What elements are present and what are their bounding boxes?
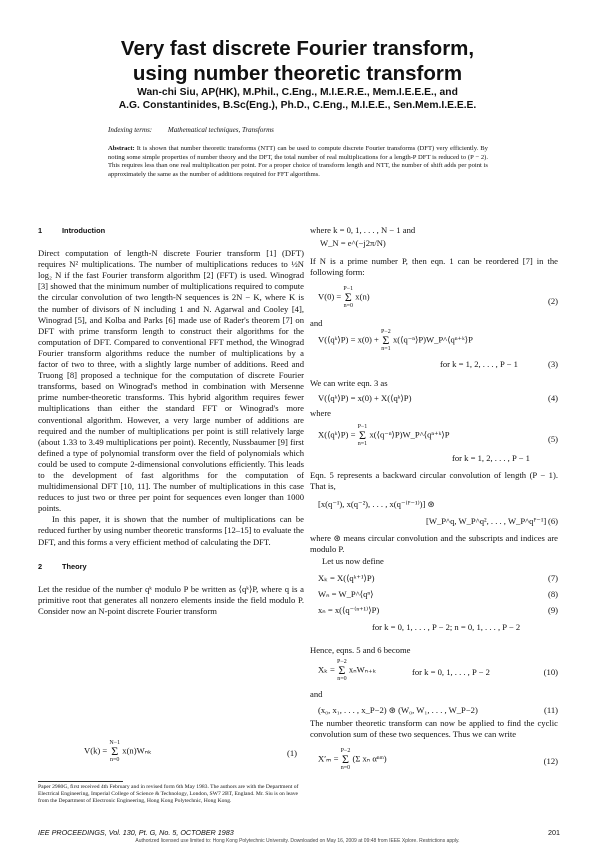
- theory-paragraph: Let the residue of the number qᵏ modulo P be written as ⟨qᵏ⟩P, where q is a primitive root that generates all nonzero elements inside the field modulo P. Consider now an N-point discrete Fourier transform: [38, 583, 304, 616]
- eq-lhs: V(k) =: [84, 745, 108, 756]
- text-line: Hence, eqns. 5 and 6 become: [310, 645, 411, 655]
- equation-number: (8): [547, 589, 558, 599]
- equation-condition: for k = 0, 1, . . . , P − 2: [412, 667, 490, 677]
- indexing-terms: [108, 126, 274, 134]
- equation-9: xₙ = x(⟨q⁻⁽ⁿ⁺¹⁾⟩P): [318, 605, 380, 615]
- eq-rhs: x(⟨q⁻ⁿ⟩P)W_P^⟨qⁿ⁺ᵏ⟩P: [392, 334, 473, 345]
- footnote: Paper 2980G, first received 4th February and in revised form 6th May 1983. The authors are with the Department of Electrical Engineering, Imperial College of Science & Technology, London, SW7 2BT, England. Mr. Siu is on leave from the Department of Electronic Engineering, Hong Kong Polytechnic, Hong Kong.: [38, 784, 299, 804]
- indexing-value: Mathematical techniques, Transforms: [167, 126, 274, 134]
- sum-symbol: P−1 Σ n=0: [343, 286, 354, 309]
- sum-lower: n=0: [340, 765, 351, 771]
- equation-number: (3): [547, 359, 558, 369]
- equation-condition: for k = 1, 2, . . . , P − 1: [440, 359, 518, 369]
- equation-2: [318, 286, 370, 309]
- text-line: and: [310, 318, 323, 328]
- section-title: Theory: [62, 561, 87, 571]
- intro-paragraph: Direct computation of length-N discrete Fourier transform [1] (DFT) requires N² multiplications. The number of multiplications reduces to ½N log₂ N if the fast Fourier transform algorithm [2] (FFT) is used. Winograd [3] showed that the minimum number of multiplications required to compute the circular convolution of two length-N sequences is 2N − K, where K is the number of divisors of N including 1 and N. Agarwal and Cooley [4], Winograd [5], and Kolba and Parks [6] made use of Rader's theorem [7] on DFT with prime transform length to construct their algorithms for the computation of DFT. Compared to conventional FFT method, the Winograd Fourier transform algorithms reduce the number of multiplications by a factor of two to three, with a slightly large number of additions. Reed and Truong [8] proposed a technique for the computation of discrete Fourier transforms, based on Winograd's method in combination with Mersenne prime number-theoretic transforms. This hybrid algorithm requires fewer multiplications than either the standard FFT or Winograd's more conventional algorithm. However, a very large number of additions are required and the number of multiplications per point is still relatively large (about 1.33 to 3.49 multiplications per point). Recently, Nussbaumer [9] first defined a type of polynomial transform over the field of polynomials which could be used to compute 2-dimensional convolutions efficiently. This leads to the development of fast algorithms for the computation of multidimensional DFT [10, 11]. The number of multiplications in this case reduces to just two or three per point for sequences even longer than 1000 points.: [38, 248, 304, 514]
- equation-number: (11): [544, 705, 558, 715]
- paper-title: [0, 36, 595, 86]
- text-line: and: [310, 689, 323, 699]
- section-heading-theory: [38, 561, 304, 572]
- title-line: Very fast discrete Fourier transform,: [120, 37, 475, 60]
- sum-symbol: P−2 Σ n=0: [340, 748, 351, 771]
- equation-3: [318, 329, 473, 352]
- sum-lower: n=1: [381, 346, 391, 352]
- abstract-label: Abstract:: [108, 145, 135, 152]
- equation-number: (9): [547, 605, 558, 615]
- title-line: using number theoretic transform: [132, 62, 463, 85]
- sum-upper: P−2: [381, 329, 391, 335]
- equation-number: (6): [547, 516, 558, 526]
- sum-upper: P−1: [357, 424, 368, 430]
- section-heading-introduction: [38, 225, 304, 236]
- sum-lower: n=1: [357, 441, 368, 447]
- eq-lhs: X′ₘ =: [318, 753, 339, 764]
- equation-6-line2: [W_P^q, W_P^q², . . . , W_P^qᴾ⁻¹]: [426, 516, 547, 526]
- section-number: 2: [38, 561, 43, 571]
- eq-rhs: (Σ xₙ αⁿᵐ): [352, 753, 387, 764]
- text-line: We can write eqn. 3 as: [310, 378, 388, 388]
- equation-7: Xₖ = X(⟨qᵏ⁺¹⟩P): [318, 573, 375, 583]
- eq-rhs: x(n): [355, 291, 370, 302]
- sum-symbol: P−1 Σ n=1: [357, 424, 368, 447]
- left-column: [38, 225, 304, 617]
- sum-upper: P−1: [343, 286, 354, 292]
- equation-11: (x₀, x₁, . . . , x_P−2) ⊛ (W₀, W₁, . . . , W_P−2): [318, 705, 478, 715]
- sum-upper: N−1: [109, 740, 121, 746]
- intro-paragraph: In this paper, it is shown that the number of multiplications can be reduced further by using number theoretic transforms [12–15] to evaluate the DFT, and this forms a very efficient method of calculating the DFT.: [38, 514, 304, 547]
- equation-5: [318, 424, 449, 447]
- footnote-rule: [38, 781, 123, 782]
- indexing-label: Indexing terms:: [108, 126, 153, 134]
- eq-rhs: x(⟨q⁻ⁿ⟩P)W_P^⟨qⁿ⁺ᵏ⟩P: [369, 429, 450, 440]
- equation-number: (10): [543, 667, 558, 677]
- text-paragraph: The number theoretic transform can now be applied to find the cyclic convolution sum of these two sequences. Thus we can write: [310, 718, 558, 740]
- equation-number: (5): [547, 434, 558, 444]
- equation-number: (7): [547, 573, 558, 583]
- text-line: Let us now define: [322, 556, 384, 566]
- abstract: [108, 145, 488, 179]
- page-number: 201: [548, 828, 560, 837]
- eq-rhs: x(n)Wₙₖ: [122, 745, 152, 756]
- sum-upper: P−2: [340, 748, 351, 754]
- sum-lower: n=0: [337, 676, 347, 682]
- text-line: where: [310, 408, 331, 418]
- author-line: A.G. Constantinides, B.Sc(Eng.), Ph.D., C.Eng., M.I.E.E., Sen.Mem.I.E.E.E.: [118, 100, 477, 111]
- text-paragraph: Eqn. 5 represents a backward circular convolution of length (P − 1). That is,: [310, 470, 558, 492]
- eq-rhs: xₙWₙ₊ₖ: [348, 664, 377, 675]
- sum-symbol: P−2 Σ n=1: [381, 329, 391, 352]
- sum-upper: P−2: [337, 659, 347, 665]
- equation-number: (2): [547, 296, 558, 306]
- equation-6-line1: [x(q⁻¹), x(q⁻²), . . . , x(q⁻⁽ᴾ⁻¹⁾)] ⊛: [318, 499, 435, 509]
- section-title: Introduction: [62, 226, 106, 235]
- sum-symbol: N−1 Σ n=0: [109, 740, 121, 763]
- eq-lhs: X(⟨qᵏ⟩P) =: [318, 429, 356, 440]
- equation-1: [84, 740, 152, 763]
- sum-lower: n=0: [343, 303, 353, 309]
- journal-footer: IEE PROCEEDINGS, Vol. 130, Pt. G, No. 5, OCTOBER 1983: [38, 828, 234, 837]
- author-line: Wan-chi Siu, AP(HK), M.Phil., C.Eng., M.I.E.R.E., Mem.I.E.E.E., and: [137, 87, 458, 98]
- section-number: 1: [38, 226, 43, 235]
- equation-number: (1): [287, 748, 298, 758]
- authorized-use-notice: Authorized licensed use limited to: Hong Kong Polytechnic University. Downloaded on May 16, 2009 at 09:48 from IEEE Xplore. Restrictions apply.: [135, 838, 460, 844]
- equation-number: (4): [547, 393, 558, 403]
- equation-8: Wₙ = W_P^⟨qⁿ⟩: [318, 589, 374, 599]
- sum-lower: n=0: [110, 757, 120, 763]
- text-line: where k = 0, 1, . . . , N − 1 and: [310, 225, 416, 235]
- equation-condition: for k = 1, 2, . . . , P − 1: [452, 453, 530, 463]
- equation-10: [318, 659, 376, 682]
- equation-condition: for k = 0, 1, . . . , P − 2; n = 0, 1, . . . , P − 2: [372, 622, 521, 632]
- eq-lhs: V(0) =: [318, 291, 342, 302]
- sum-symbol: P−2 Σ n=0: [337, 659, 347, 682]
- text-paragraph: If N is a prime number P, then eqn. 1 can be reordered [7] in the following form:: [310, 256, 558, 278]
- equation-number: (12): [543, 756, 558, 766]
- equation-wn: W_N = e^(−j2π/N): [320, 238, 386, 248]
- equation-12: [318, 748, 387, 771]
- author-list: [0, 86, 595, 112]
- eq-lhs: Xₖ =: [318, 664, 335, 675]
- abstract-text: It is shown that number theoretic transforms (NTT) can be used to compute discrete Fourier transforms (DFT) very efficiently. By noting some simple properties of number theory and the DFT, the total number of real multiplications for a length-P DFT is reduced to (P − 2). This requires less than one real multiplication per point. For a proper choice of transform length and NTT, the number of shift adds per point is approximately the same as the number of additions required for FFT algorithms.: [108, 145, 488, 178]
- equation-4: V(⟨qᵏ⟩P) = x(0) + X(⟨qᵏ⟩P): [318, 393, 412, 403]
- text-paragraph: where ⊛ means circular convolution and the subscripts and indices are modulo P.: [310, 533, 558, 555]
- eq-lhs: V(⟨qᵏ⟩P) = x(0) +: [318, 334, 379, 345]
